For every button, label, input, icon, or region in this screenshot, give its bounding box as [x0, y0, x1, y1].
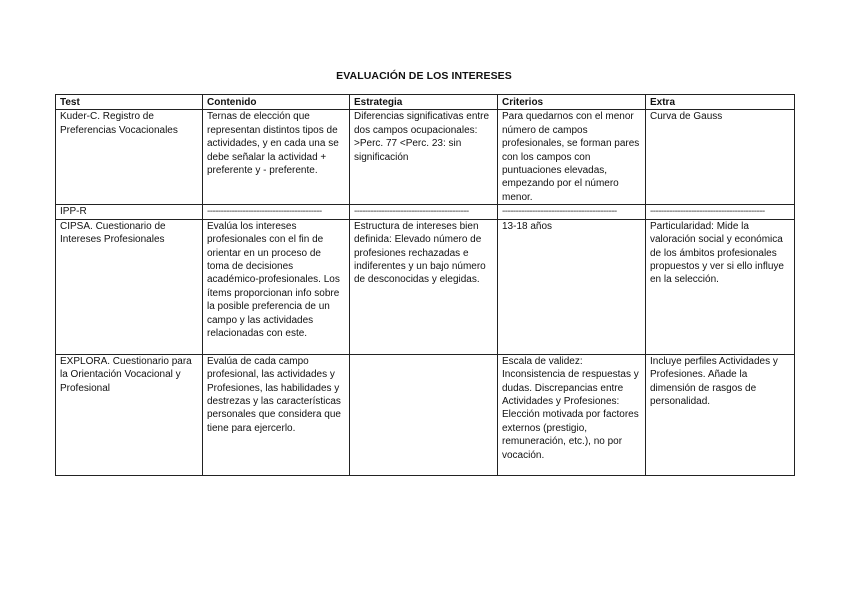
- cell-contenido: Evalúa de cada campo profesional, las actividades y Profesiones, las habilidades y destrezas y las características personales que considera que tiene para ejercerlo.: [203, 354, 350, 475]
- cell-estrategia: [350, 354, 498, 475]
- cell-extra: ------------------------------------------: [646, 205, 795, 219]
- header-criterios: Criterios: [498, 95, 646, 110]
- header-extra: Extra: [646, 95, 795, 110]
- cell-test: IPP-R: [56, 205, 203, 219]
- cell-estrategia: Diferencias significativas entre dos campos ocupacionales: >Perc. 77 <Perc. 23: sin significación: [350, 110, 498, 205]
- cell-criterios: Para quedarnos con el menor número de campos profesionales, se forman pares con los campos con puntuaciones elevadas, empezando por el número menor.: [498, 110, 646, 205]
- cell-criterios: ------------------------------------------: [498, 205, 646, 219]
- cell-test: CIPSA. Cuestionario de Intereses Profesionales: [56, 219, 203, 354]
- cell-contenido: ------------------------------------------: [203, 205, 350, 219]
- cell-criterios: Escala de validez: Inconsistencia de respuestas y dudas. Discrepancias entre Actividades y Profesiones: Elección motivada por factores externos (prestigio, remuneración, etc.), no por vocación.: [498, 354, 646, 475]
- cell-estrategia: ------------------------------------------: [350, 205, 498, 219]
- cell-estrategia: Estructura de intereses bien definida: Elevado número de profesiones rechazadas e indiferentes y un bajo número de desconocidas y elegidas.: [350, 219, 498, 354]
- table-header-row: [56, 95, 795, 110]
- cell-test: Kuder-C. Registro de Preferencias Vocacionales: [56, 110, 203, 205]
- page-title: EVALUACIÓN DE LOS INTERESES: [336, 70, 512, 82]
- table-row: [56, 219, 795, 354]
- cell-test: EXPLORA. Cuestionario para la Orientación Vocacional y Profesional: [56, 354, 203, 475]
- table-row: [56, 205, 795, 219]
- header-estrategia: Estrategia: [350, 95, 498, 110]
- interests-table: [55, 94, 795, 476]
- header-test: Test: [56, 95, 203, 110]
- cell-criterios: 13-18 años: [498, 219, 646, 354]
- cell-extra: Particularidad: Mide la valoración social y económica de los ámbitos profesionales propuestos y ver si ello influye en la selección.: [646, 219, 795, 354]
- table-row: [56, 354, 795, 475]
- table-row: [56, 110, 795, 205]
- cell-extra: Incluye perfiles Actividades y Profesiones. Añade la dimensión de rasgos de personalidad.: [646, 354, 795, 475]
- header-contenido: Contenido: [203, 95, 350, 110]
- cell-contenido: Evalúa los intereses profesionales con el fin de orientar en un proceso de toma de decisiones académico-profesionales. Los ítems proporcionan info sobre la posible preferencia de un campo y las actividades relacionadas con este.: [203, 219, 350, 354]
- cell-extra: Curva de Gauss: [646, 110, 795, 205]
- cell-contenido: Ternas de elección que representan distintos tipos de actividades, y en cada una se debe señalar la actividad + preferente y - preferente.: [203, 110, 350, 205]
